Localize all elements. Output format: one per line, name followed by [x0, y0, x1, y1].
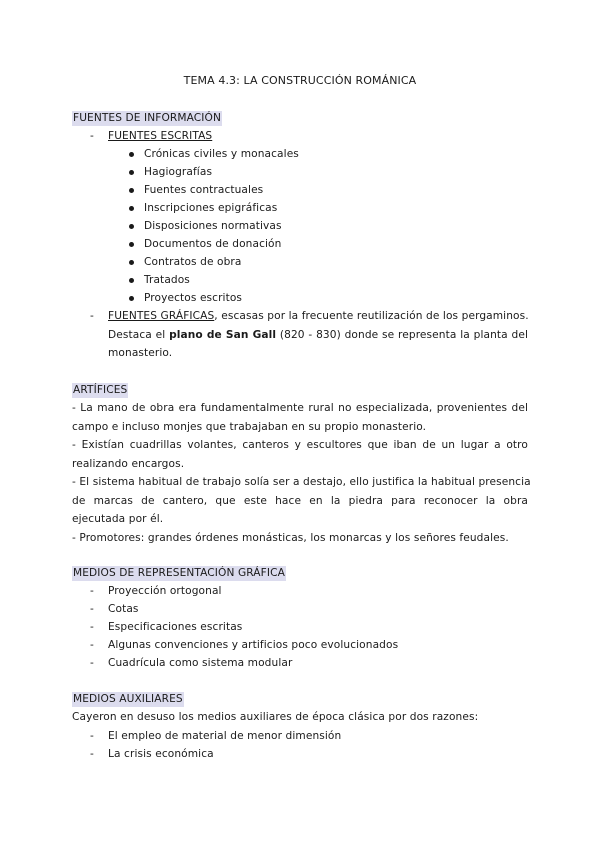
artifices-line: - El sistema habitual de trabajo solía ser a destajo, ello justifica la habitual presencia	[72, 476, 531, 488]
list-item	[72, 181, 528, 199]
list-item	[72, 289, 528, 307]
section-heading-artifices: ARTÍFICES	[73, 384, 128, 396]
list-item	[72, 745, 528, 763]
list-item-fuentes-graficas	[72, 307, 528, 363]
list-item	[72, 727, 528, 745]
list-item-fuentes-escritas	[72, 127, 528, 145]
graficas-text: Destaca el	[108, 328, 170, 341]
dash-marker: -	[90, 621, 94, 633]
section-medios-representacion	[72, 564, 528, 672]
page-title: TEMA 4.3: LA CONSTRUCCIÓN ROMÁNICA	[183, 74, 417, 87]
subheading-fuentes-graficas: FUENTES GRÁFICAS	[108, 310, 215, 322]
list-item-text: Cotas	[108, 603, 139, 615]
list-item-text: Proyección ortogonal	[108, 585, 222, 597]
bullet-icon	[129, 188, 134, 193]
section-medios-auxiliares	[72, 690, 528, 763]
list-item	[72, 199, 528, 217]
bullet-icon	[129, 206, 134, 211]
graficas-line-3: monasterio.	[108, 347, 173, 359]
list-item	[72, 582, 528, 600]
list-item-text: Tratados	[144, 274, 190, 286]
list-item	[72, 253, 528, 271]
section-heading-medios-auxiliares: MEDIOS AUXILIARES	[73, 693, 183, 705]
bullet-icon	[129, 296, 134, 301]
dash-marker: -	[90, 585, 94, 597]
bullet-icon	[129, 278, 134, 283]
dash-marker: -	[90, 130, 94, 142]
artifices-line: campo e incluso monjes que trabajaban en su propio monasterio.	[72, 420, 427, 433]
subheading-fuentes-escritas: FUENTES ESCRITAS	[108, 130, 213, 142]
escritas-list	[72, 145, 528, 307]
graficas-line-2	[108, 326, 528, 345]
dash-marker: -	[90, 310, 94, 322]
section-fuentes	[72, 109, 528, 363]
list-item-text: Crónicas civiles y monacales	[144, 148, 299, 160]
bullet-icon	[129, 224, 134, 229]
list-item	[72, 217, 528, 235]
plano-san-gall: plano de San Gall	[169, 328, 277, 341]
list-item	[72, 235, 528, 253]
medios-aux-intro: Cayeron en desuso los medios auxiliares de época clásica por dos razones:	[72, 711, 479, 723]
list-item	[72, 636, 528, 654]
dash-marker: -	[90, 747, 94, 760]
bullet-icon	[129, 242, 134, 247]
list-item	[72, 654, 528, 672]
list-item-text: El empleo de material de menor dimensión	[108, 729, 342, 742]
artifices-line: ejecutada por él.	[72, 513, 164, 525]
dash-marker: -	[90, 603, 94, 615]
list-item	[72, 271, 528, 289]
list-item-text: Documentos de donación	[144, 238, 282, 250]
list-item-text: Proyectos escritos	[144, 292, 243, 304]
bullet-icon	[129, 152, 134, 157]
dash-marker: -	[90, 639, 94, 651]
dash-marker: -	[90, 657, 94, 669]
list-item-text: Contratos de obra	[144, 256, 242, 268]
list-item-text: Fuentes contractuales	[144, 184, 264, 196]
bullet-icon	[129, 170, 134, 175]
list-item-text: Algunas convenciones y artificios poco evolucionados	[108, 639, 399, 651]
section-artifices	[72, 381, 531, 547]
list-item	[72, 145, 528, 163]
list-item-text: La crisis económica	[108, 747, 214, 760]
section-heading-fuentes: FUENTES DE INFORMACIÓN	[73, 112, 221, 124]
list-item-text: Cuadrícula como sistema modular	[108, 657, 293, 669]
list-item	[72, 163, 528, 181]
list-item	[72, 600, 528, 618]
graficas-line-1	[108, 307, 528, 326]
list-item-text: Inscripciones epigráficas	[144, 202, 278, 214]
list-item-text: Disposiciones normativas	[144, 220, 282, 232]
graficas-text: (820 - 830) donde se representa la planta del	[276, 328, 528, 341]
section-heading-medios-representacion: MEDIOS DE REPRESENTACIÓN GRÁFICA	[73, 567, 285, 579]
list-item-text: Hagiografías	[144, 166, 213, 178]
list-item	[72, 618, 528, 636]
artifices-line: - Promotores: grandes órdenes monásticas, los monarcas y los señores feudales.	[72, 531, 509, 544]
artifices-line: - Existían cuadrillas volantes, canteros y escultores que iban de un lugar a otro	[72, 439, 528, 451]
artifices-line: - La mano de obra era fundamentalmente rural no especializada, provenientes del	[72, 402, 528, 414]
list-item-text: Especificaciones escritas	[108, 621, 243, 633]
dash-marker: -	[90, 729, 94, 742]
graficas-text: , escasas por la frecuente reutilización de los pergaminos.	[214, 310, 529, 322]
artifices-line: realizando encargos.	[72, 457, 185, 470]
artifices-line: de marcas de cantero, que este hace en la piedra para reconocer la obra	[72, 494, 528, 507]
bullet-icon	[129, 260, 134, 265]
